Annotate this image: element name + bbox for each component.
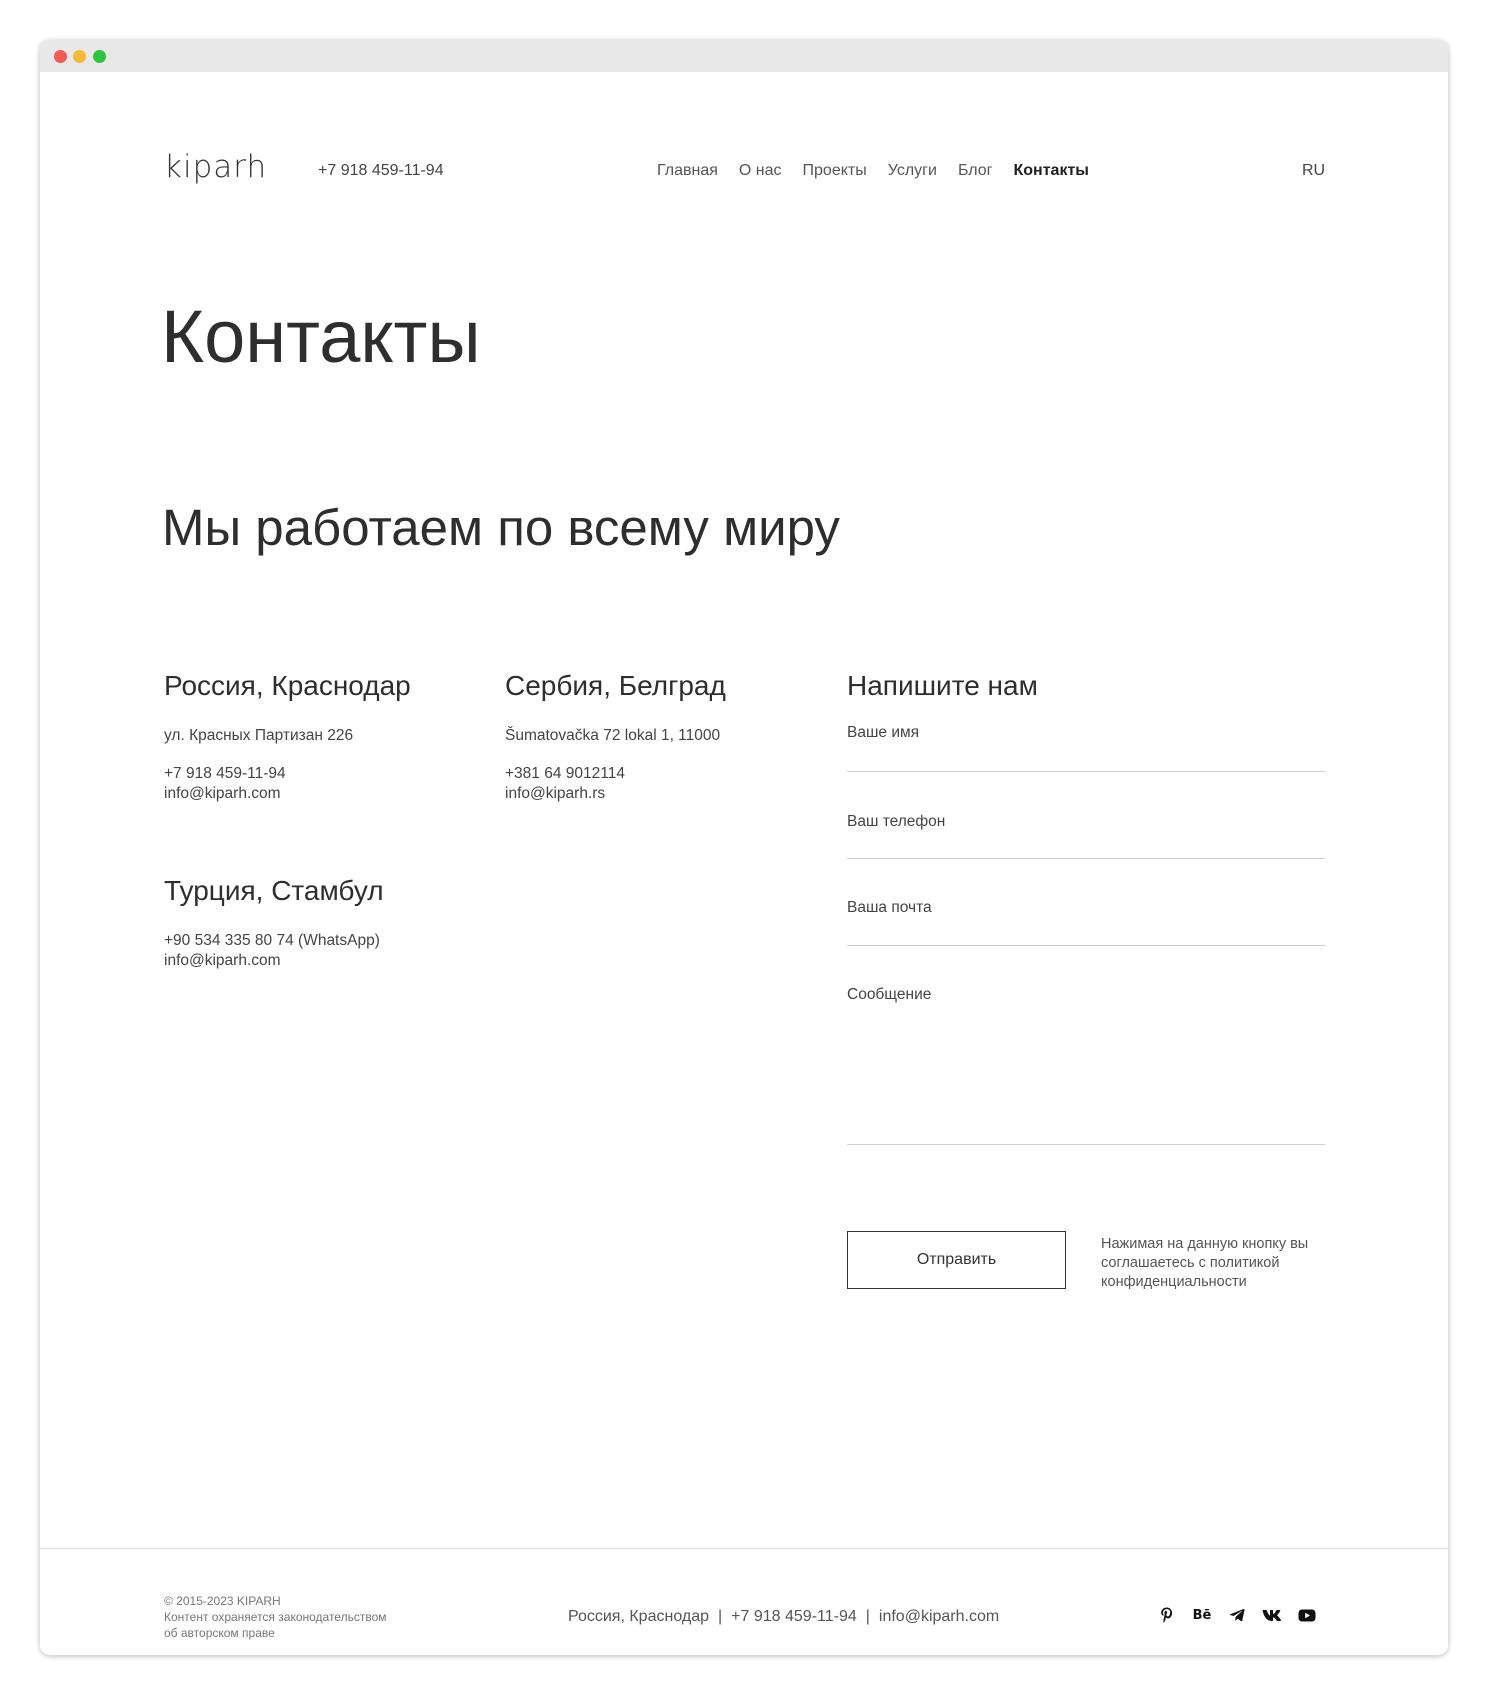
youtube-icon[interactable] <box>1295 1603 1319 1627</box>
office-phone[interactable]: +381 64 9012114 <box>505 765 625 782</box>
browser-window <box>40 40 1448 1655</box>
footer-email-link[interactable]: info@kiparh.com <box>878 1608 1000 1625</box>
submit-button[interactable]: Отправить <box>847 1231 1066 1289</box>
message-field-label: Сообщение <box>847 986 932 1003</box>
behance-icon[interactable] <box>1190 1603 1214 1627</box>
office-phone[interactable]: +90 534 335 80 74 (WhatsApp) <box>164 932 380 949</box>
office-city: Сербия, Белград <box>505 670 726 701</box>
copyright-line: Контент охраняется законодательством <box>164 1610 387 1624</box>
window-titlebar <box>40 40 1448 72</box>
copyright <box>164 1593 387 1641</box>
name-field[interactable] <box>847 723 1325 772</box>
office-email[interactable]: info@kiparh.com <box>164 952 281 969</box>
office-email[interactable]: info@kiparh.com <box>164 785 281 802</box>
footer-separator: | <box>865 1608 870 1625</box>
copyright-line: об авторском праве <box>164 1626 275 1640</box>
office-email[interactable]: info@kiparh.rs <box>505 785 606 802</box>
footer-divider <box>40 1548 1448 1549</box>
contact-form <box>847 670 1325 1003</box>
telegram-icon[interactable] <box>1225 1603 1249 1627</box>
office-phone[interactable]: +7 918 459-11-94 <box>164 765 286 782</box>
nav-item-contacts[interactable]: Контакты <box>1013 162 1089 179</box>
vk-icon[interactable] <box>1260 1603 1284 1627</box>
language-switcher[interactable]: RU <box>1302 162 1326 179</box>
office-city: Турция, Стамбул <box>164 875 384 906</box>
pinterest-icon[interactable] <box>1155 1603 1179 1627</box>
close-window-button[interactable] <box>54 50 67 63</box>
footer-separator: | <box>718 1608 723 1625</box>
office-address: ул. Красных Партизан 226 <box>164 727 354 744</box>
maximize-window-button[interactable] <box>93 50 106 63</box>
nav-item-projects[interactable]: Проекты <box>802 162 867 179</box>
header-phone-link[interactable]: +7 918 459-11-94 <box>318 162 444 179</box>
phone-field[interactable] <box>847 812 1325 859</box>
minimize-window-button[interactable] <box>73 50 86 63</box>
office-address: Šumatovačka 72 lokal 1, 11000 <box>505 727 721 744</box>
privacy-policy-note: Нажимая на данную кнопку вы соглашаетесь с политикой конфиденциальности <box>1101 1236 1309 1290</box>
phone-field-label: Ваш телефон <box>847 813 946 830</box>
copyright-line: © 2015-2023 KIPARH <box>164 1594 281 1608</box>
main-nav <box>657 162 1110 180</box>
page-title: Контакты <box>161 295 481 378</box>
message-field[interactable] <box>847 985 1325 1145</box>
office-city: Россия, Краснодар <box>164 670 411 701</box>
office-krasnodar <box>164 672 484 804</box>
site-logo[interactable]: kiparh <box>164 149 268 185</box>
office-belgrade <box>505 672 825 804</box>
behance-icon-label: Bē <box>1192 1607 1212 1623</box>
email-field-label: Ваша почта <box>847 899 932 916</box>
email-field[interactable] <box>847 898 1325 946</box>
nav-item-blog[interactable]: Блог <box>957 162 993 179</box>
nav-item-home[interactable]: Главная <box>657 162 718 179</box>
nav-item-services[interactable]: Услуги <box>887 162 937 179</box>
footer-contacts <box>568 1608 999 1626</box>
nav-item-about[interactable]: О нас <box>738 162 782 179</box>
footer-phone-link[interactable]: +7 918 459-11-94 <box>731 1608 857 1625</box>
name-field-label: Ваше имя <box>847 724 920 741</box>
office-istanbul <box>164 877 484 971</box>
form-title: Напишите нам <box>847 670 1038 701</box>
social-links <box>1155 1603 1330 1627</box>
section-title: Мы работаем по всему миру <box>162 499 840 556</box>
footer-location: Россия, Краснодар <box>568 1608 709 1625</box>
page-content <box>40 72 1448 1655</box>
